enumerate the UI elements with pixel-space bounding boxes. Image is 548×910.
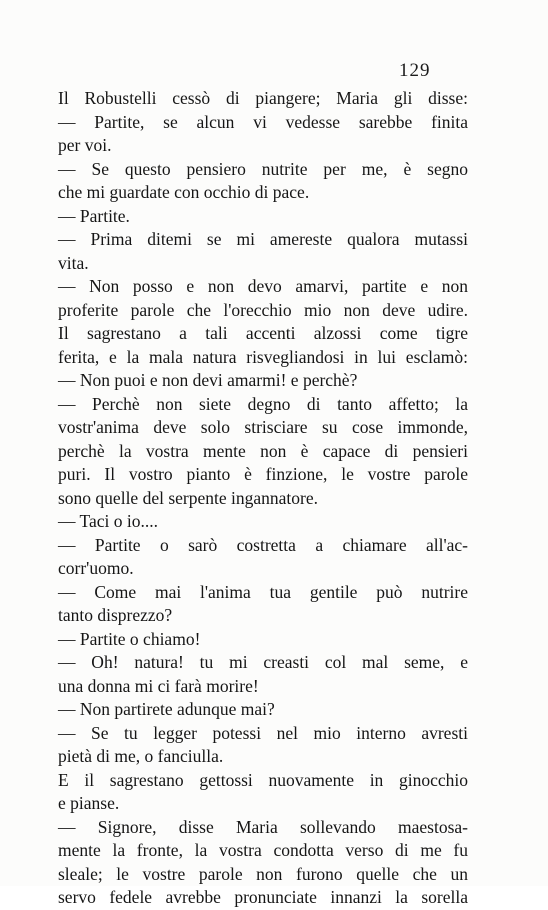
text-line: pietà di me, o fanciulla. <box>58 746 224 766</box>
text-line: — Taci o io.... <box>58 511 159 531</box>
text-line: — Partite, se alcun vi vedesse sarebbe finita <box>58 111 468 132</box>
text-line: proferite parole che l'orecchio mio non deve udire. <box>58 299 468 320</box>
text-line: servo fedele avrebbe pronunciate innanzi la sorella <box>58 887 468 907</box>
text-line: E il sagrestano gettossi nuovamente in ginocchio <box>58 769 468 790</box>
page-number: 129 <box>399 60 431 81</box>
text-line: — Se questo pensiero nutrite per me, è segno <box>58 158 468 179</box>
text-line: e pianse. <box>58 793 120 813</box>
text-line: per voi. <box>58 135 112 155</box>
text-line: — Oh! natura! tu mi creasti col mal seme, e <box>58 652 468 672</box>
text-line: perchè la vostra mente non è capace di pensieri <box>58 440 468 461</box>
text-line: mente la fronte, la vostra condotta verso di me fu <box>58 840 468 860</box>
text-line: — Non posso e non devo amarvi, partite e non <box>58 276 468 296</box>
text-line: che mi guardate con occhio di pace. <box>58 182 310 202</box>
text-line: — Partite o sarò costretta a chiamare all'ac- <box>58 534 468 555</box>
text-line: vita. <box>58 252 89 273</box>
text-line: Il sagrestano a tali accenti alzossi come tigre <box>58 323 468 343</box>
text-line: — Non puoi e non devi amarmi! e perchè? <box>58 370 358 390</box>
text-line: tanto disprezzo? <box>58 605 173 625</box>
text-line: — Prima ditemi se mi amereste qualora mutassi <box>58 229 468 249</box>
text-line: — Come mai l'anima tua gentile può nutrire <box>58 581 468 602</box>
text-line: ferita, e la mala natura risvegliandosi in lui esclamò: <box>58 346 468 367</box>
text-line: — Non partirete adunque mai? <box>58 699 275 719</box>
text-line: sono quelle del serpente ingannatore. <box>58 487 318 508</box>
text-line: puri. Il vostro pianto è finzione, le vostre parole <box>58 464 468 484</box>
text-line: — Perchè non siete degno di tanto affetto; la <box>58 393 468 414</box>
text-line: — Se tu legger potessi nel mio interno avresti <box>58 722 468 743</box>
text-line: vostr'anima deve solo strisciare su cose immonde, <box>58 417 468 437</box>
text-line: — Partite o chiamo! <box>58 628 201 649</box>
text-line: Il Robustelli cessò di piangere; Maria gli disse: <box>58 88 468 108</box>
text-line: una donna mi ci farà morire! <box>58 675 259 696</box>
text-line: — Partite. <box>58 205 130 226</box>
text-line: — Signore, disse Maria sollevando maestosa- <box>58 816 468 837</box>
page-text <box>58 87 468 910</box>
text-line: sleale; le vostre parole non furono quelle che un <box>58 863 468 884</box>
text-line: corr'uomo. <box>58 558 134 578</box>
